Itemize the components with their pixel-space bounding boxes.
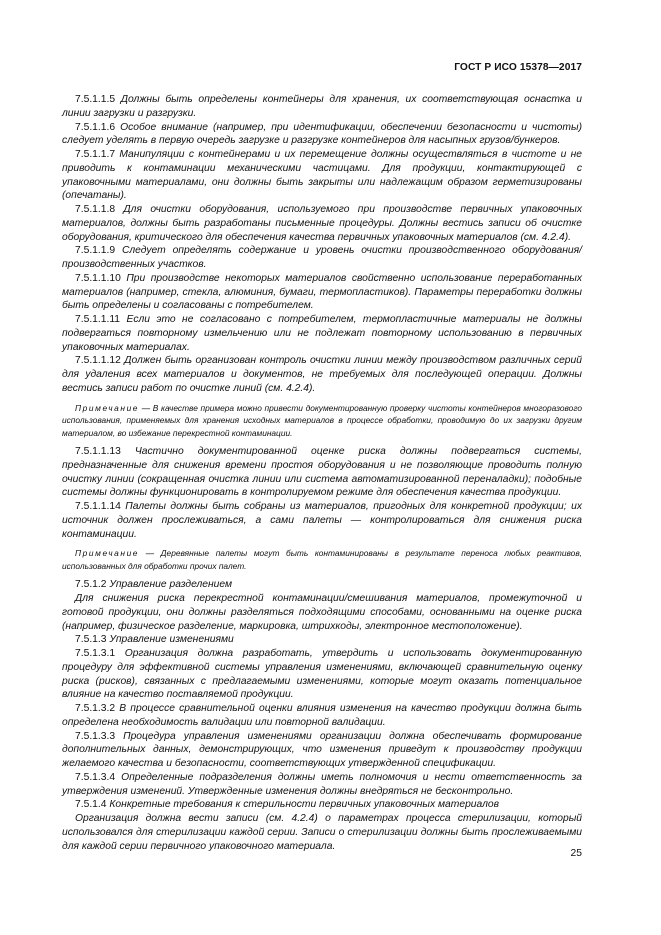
clause-text: Организация должна разработать, утвердить и использовать документированную процедуру для эффективной системы управления изменениями, включающей сравнительную оценку риска (рисков), связанных с предлагаемыми изменениями, которые могут оказать потенциальное влияние на качество поставляемой продукции. xyxy=(62,648,582,701)
paragraph xyxy=(62,812,582,853)
clause-number: 7.5.1.3.1 xyxy=(75,648,116,659)
clause-number: 7.5.1.1.6 xyxy=(75,121,116,133)
paragraph xyxy=(62,445,582,500)
clause-text: Должен быть организован контроль очистки линии между производством различных серий для удаления всех материалов и документов, не требуемых для последующей операции. Должны вестись записи работ по очистке линий (см. 4.2.4). xyxy=(62,355,582,394)
paragraph xyxy=(62,647,582,702)
standard-header: ГОСТ Р ИСО 15378—2017 xyxy=(454,62,582,73)
clause-text: Должны быть определены контейнеры для хранения, их соответствующая оснастка и линии загрузки и разгрузки. xyxy=(62,94,582,119)
paragraph xyxy=(62,93,582,121)
paragraph xyxy=(62,121,582,149)
paragraph xyxy=(62,730,582,771)
clause-text: Определенные подразделения должны иметь полномочия и нести ответственность за утверждения изменений. Утвержденные изменения должны внедряться не бесконтрольно. xyxy=(62,771,582,797)
clause-number: 7.5.1.3.4 xyxy=(75,771,116,783)
clause-text: При производстве некоторых материалов свойственно использование переработанных материалов (например, стекла, алюминия, бумаги, термопластиков). Параметры переработки должны быть определены и согласованы с потребителем. xyxy=(62,272,582,312)
page-body xyxy=(62,93,582,853)
note-text: — Деревянные палеты могут быть контаминированы в результате переноса любых реактивов, использованных для обработки прочих палет. xyxy=(62,548,582,571)
paragraph xyxy=(62,203,582,244)
paragraph xyxy=(62,500,582,541)
paragraph xyxy=(62,771,582,799)
clause-text: Управление разделением xyxy=(106,579,233,591)
clause-number: 7.5.1.4 xyxy=(75,799,107,811)
clause-number: 7.5.1.1.8 xyxy=(75,204,116,215)
paragraph xyxy=(62,702,582,730)
clause-text: Организация должна вести записи (см. 4.2.4) о параметрах процесса стерилизации, который использовался для стерилизации каждой серии. Записи о стерилизации должны быть прослеживаемыми для каждой серии первичного упаковочного материала. xyxy=(62,813,582,852)
clause-text: Управление изменениями xyxy=(106,634,234,646)
section-heading xyxy=(62,633,582,647)
clause-number: 7.5.1.1.12 xyxy=(75,355,121,367)
paragraph xyxy=(62,592,582,633)
note-text: — В качестве примера можно привести документированную проверку чистоты контейнеров многоразового использования, применяемых для хранения исходных материалов в процессе обработки, проводимую до их загрузки другим материалом, во избежание перекрестной контаминации. xyxy=(62,402,582,438)
clause-text: Частично документированной оценке риска должны подвергаться системы, предназначенные для снижения времени простоя оборудования и не позволяющие проводить полную очистку линии (сокращенная очистка линии или система автоматизированной переналадки); подобные системы должны функционировать в контролируемом режиме для обеспечения качества продукции. xyxy=(62,446,582,499)
note-label: Примечание xyxy=(75,402,140,413)
section-heading xyxy=(62,798,582,812)
clause-text: Для очистки оборудования, используемого при производстве первичных упаковочных материалов, должны быть разработаны письменные процедуры. Должны вестись записи об очистке оборудования, критического для обеспечения качества первичных упаковочных материалов (см. 4.2.4). xyxy=(62,204,582,243)
clause-number: 7.5.1.1.13 xyxy=(75,446,121,457)
clause-text: В процессе сравнительной оценки влияния изменения на качество продукции должна быть определена необходимость валидации или повторной валидации. xyxy=(62,703,582,728)
clause-text: Для снижения риска перекрестной контаминации/смешивания материалов, промежуточной и готовой продукции, они должны разделяться подходящими способами, основанными на оценке риска (например, физическое разделение, маркировка, штрихкоды, электронное местоположение). xyxy=(62,593,582,632)
paragraph-group-3 xyxy=(62,578,582,853)
clause-text: Конкретные требования к стерильности первичных упаковочных материалов xyxy=(106,799,500,811)
clause-text: Если это не согласовано с потребителем, термопластичные материалы не должны подвергаться повторному измельчению или не подлежат повторному использованию в первичных упаковочных материалах. xyxy=(62,314,582,353)
clause-number: 7.5.1.1.11 xyxy=(75,314,121,325)
paragraph xyxy=(62,313,582,354)
page-number: 25 xyxy=(570,848,582,859)
paragraph-group-2 xyxy=(62,445,582,541)
clause-number: 7.5.1.1.14 xyxy=(75,501,121,512)
paragraph xyxy=(62,354,582,395)
clause-text: Особое внимание (например, при идентификации, обеспечении безопасности и чистоты) следует уделять в первую очередь загрузке и разгрузке контейнеров для насыпных грузов/бункеров. xyxy=(62,121,582,147)
paragraph-group-1 xyxy=(62,93,582,396)
clause-number: 7.5.1.1.7 xyxy=(75,149,116,160)
clause-number: 7.5.1.1.10 xyxy=(75,272,121,284)
note-1 xyxy=(62,402,582,440)
clause-number: 7.5.1.3.3 xyxy=(75,730,116,742)
clause-text: Палеты должны быть собраны из материалов, пригодных для конкретной продукции; их источник должен прослеживаться, а сами палеты — контролироваться для снижения риска контаминации. xyxy=(62,501,582,540)
clause-number: 7.5.1.1.5 xyxy=(75,94,116,105)
note-2 xyxy=(62,547,582,572)
paragraph xyxy=(62,148,582,203)
clause-text: Процедура управления изменениями организации должна обеспечивать формирование дополнительных данных, демонстрирующих, что изменения приведут к производству продукции желаемого качества и безопасности, соответствующих утвержденной спецификации. xyxy=(62,730,582,769)
clause-text: Следует определять содержание и уровень очистки производственного оборудования/производственных участков. xyxy=(62,245,582,270)
paragraph xyxy=(62,272,582,313)
paragraph xyxy=(62,244,582,272)
clause-number: 7.5.1.3.2 xyxy=(75,703,116,714)
clause-text: Манипуляции с контейнерами и их перемещение должны осуществляться в чистоте и не приводить к контаминации механическими частицами. Для продукции, контактирующей с упаковочными материалами, они должны быть закрыты или надлежащим образом герметизированы (опечатаны). xyxy=(62,149,582,202)
clause-number: 7.5.1.3 xyxy=(75,634,107,646)
section-heading xyxy=(62,578,582,592)
note-label: Примечание xyxy=(75,548,140,559)
clause-number: 7.5.1.1.9 xyxy=(75,245,116,257)
clause-number: 7.5.1.2 xyxy=(75,579,107,591)
